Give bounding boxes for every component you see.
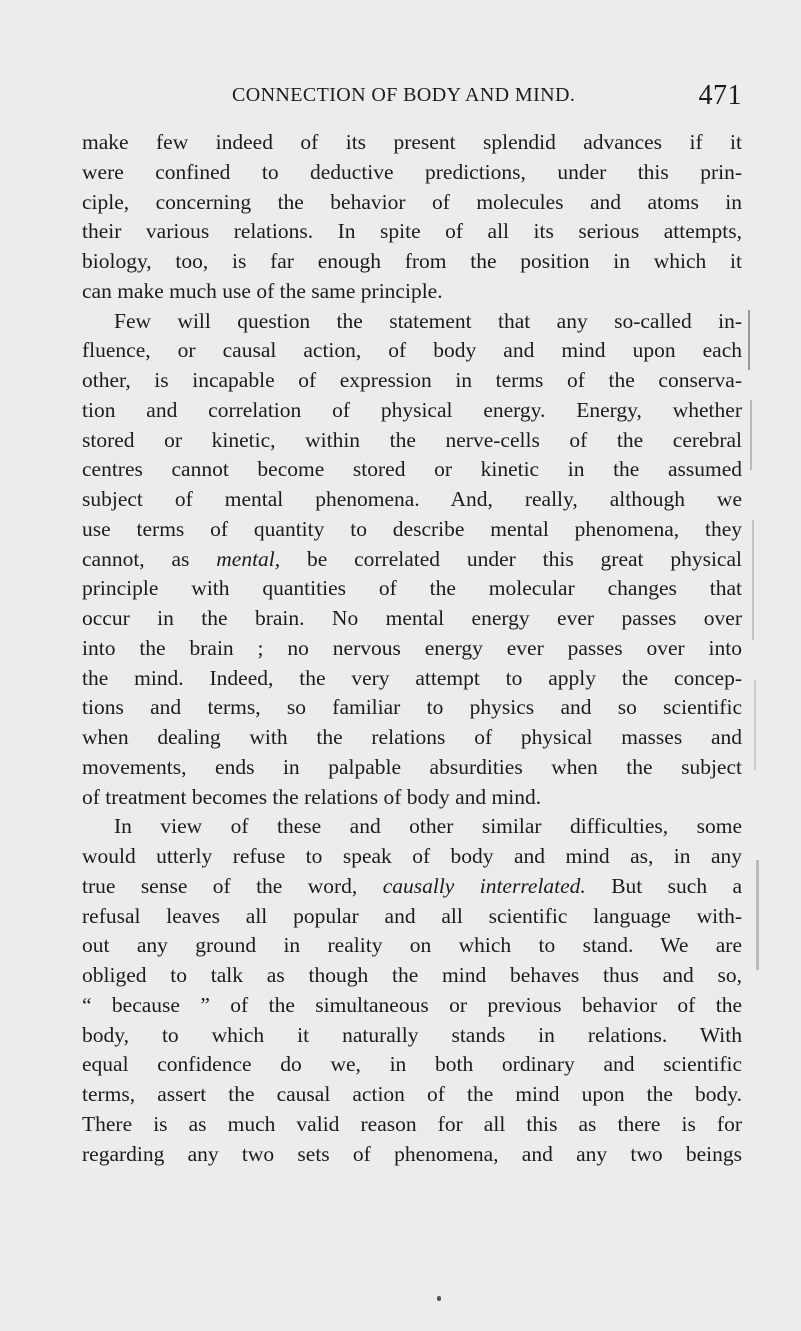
text-line: refusal leaves all popular and all scientific language with- (82, 903, 742, 928)
text-line: make few indeed of its present splendid advances if it (82, 130, 742, 154)
text-segment: be correlated under this great physical (306, 546, 742, 571)
text-line: principle with quantities of the molecular changes that (82, 576, 742, 601)
text-line: regarding any two sets of phenomena, and any two beings (82, 1141, 742, 1166)
text-line: would utterly refuse to speak of body and mind as, in any (82, 844, 742, 868)
text-line: ciple, concerning the behavior of molecules and atoms in (82, 189, 742, 214)
text-line: use terms of quantity to describe mental phenomena, they (82, 516, 742, 541)
text-line: stored or kinetic, within the nerve-cells of the cerebral (82, 427, 742, 452)
text-line: out any ground in reality on which to stand. We are (82, 933, 742, 958)
text-line: the mind. Indeed, the very attempt to apply the concep- (82, 665, 742, 690)
text-line: occur in the brain. No mental energy ever passes over (82, 606, 742, 630)
paragraph-end-line: can make much use of the same principle. (82, 278, 443, 303)
page-edge-shadow (748, 310, 750, 370)
page-edge-shadow (752, 520, 754, 640)
page-edge-shadow (754, 680, 756, 770)
text-line: other, is incapable of expression in terms of the conserva- (82, 368, 742, 392)
text-line: There is as much valid reason for all this as there is for (82, 1111, 742, 1136)
text-line: equal confidence do we, in both ordinary and scientific (82, 1052, 742, 1077)
text-line: into the brain ; no nervous energy ever passes over into (82, 635, 742, 660)
running-head: CONNECTION OF BODY AND MIND. (232, 84, 576, 106)
text-line: tion and correlation of physical energy. Energy, whether (82, 397, 742, 422)
text-line: fluence, or causal action, of body and mind upon each (82, 338, 742, 363)
paragraph-start-line: In view of these and other similar difficulties, some (114, 814, 742, 839)
text-segment: true sense of the word, (82, 873, 358, 898)
text-line: centres cannot become stored or kinetic in the assumed (82, 457, 742, 482)
page-header (82, 80, 742, 114)
paragraph-end-line: of treatment becomes the relations of body and mind. (82, 784, 542, 809)
text-segment: But such a (611, 873, 742, 898)
text-line: terms, assert the causal action of the mind upon the body. (82, 1082, 742, 1106)
text-line-with-italic (82, 545, 742, 575)
print-speck (437, 1296, 441, 1301)
italic-term: causally interrelated. (382, 873, 586, 898)
text-line: subject of mental phenomena. And, really, although we (82, 487, 742, 511)
text-line: were confined to deductive predictions, under this prin- (82, 159, 742, 184)
text-line: biology, too, is far enough from the position in which it (82, 249, 742, 273)
text-line: obliged to talk as though the mind behaves thus and so, (82, 963, 742, 987)
text-line: when dealing with the relations of physical masses and (82, 725, 742, 749)
text-line: “ because ” of the simultaneous or previous behavior of the (82, 992, 742, 1017)
page-edge-shadow (750, 400, 752, 470)
text-line: their various relations. In spite of all its serious attempts, (82, 219, 742, 244)
paragraph-start-line: Few will question the statement that any so-called in- (114, 308, 742, 333)
page-edge-shadow (756, 860, 759, 970)
text-line: tions and terms, so familiar to physics and so scientific (82, 695, 742, 720)
text-line-with-italic (82, 872, 742, 902)
text-segment: cannot, as (82, 546, 190, 571)
page-number: 471 (698, 80, 742, 111)
italic-term: mental, (216, 546, 281, 571)
body-text (82, 128, 742, 1169)
text-line: movements, ends in palpable absurdities when the subject (82, 754, 742, 779)
text-line: body, to which it naturally stands in relations. With (82, 1022, 742, 1047)
